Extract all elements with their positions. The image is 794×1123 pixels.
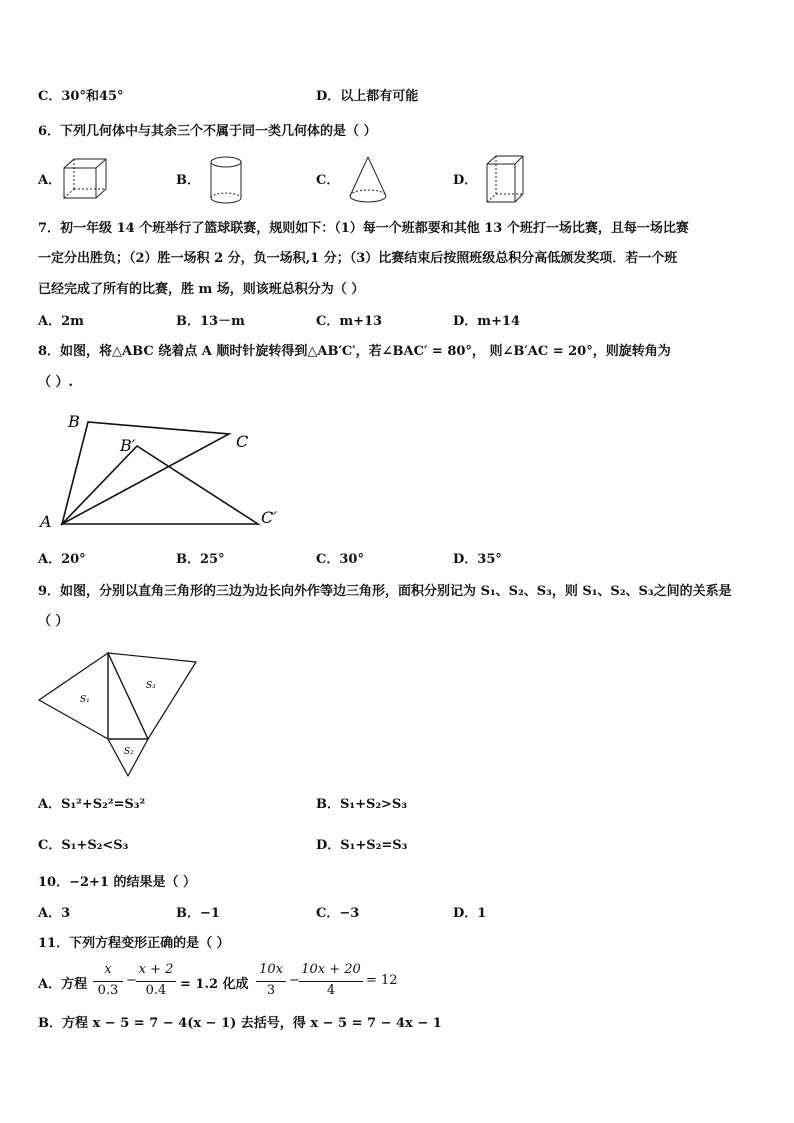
eq-12: = 12 (366, 973, 398, 988)
label-s3: S₃ (146, 681, 156, 691)
rotation-triangle-figure (36, 405, 296, 535)
q8-line-1: 8．如图，将△ABC 绕着点 A 顺时针旋转得到△AB′C′，若∠BAC′ = 80°， 则∠B′AC = 20°，则旋转角为 (38, 344, 671, 359)
frac2-numerator: x + 2 (138, 962, 174, 977)
q8-option-c: C．30° (316, 552, 364, 567)
q11-option-a-prefix: A．方程 (38, 977, 88, 992)
q6-stem: 6．下列几何体中与其余三个不属于同一类几何体的是（ ） (38, 124, 377, 139)
label-a: A (40, 512, 52, 531)
q9-option-a: A．S₁²+S₂²=S₃² (38, 797, 146, 812)
frac2-denominator: 0.4 (145, 983, 167, 998)
label-s1: S₁ (80, 695, 90, 705)
triangle-s2 (108, 739, 148, 776)
triangle-ab-prime-c-prime (62, 446, 258, 524)
q10-option-c: C．−3 (316, 906, 360, 921)
q10-option-b: B．−1 (176, 906, 220, 921)
triangle-abc (62, 422, 229, 524)
label-b-prime: B′ (120, 436, 136, 455)
triangle-s3 (108, 653, 196, 739)
frac4-denominator: 4 (326, 983, 336, 998)
q6-option-b: B． (176, 173, 200, 188)
q7-option-a: A．2m (38, 314, 84, 329)
q10-option-a: A．3 (38, 906, 71, 921)
q9-line-2: （ ） (38, 614, 69, 629)
q8-option-d: D．35° (453, 552, 502, 567)
frac4-bar (299, 981, 363, 982)
frac2-bar (136, 981, 176, 982)
q8-line-2: （ ）. (38, 375, 74, 390)
frac1-numerator: x (104, 962, 112, 977)
q7-line-3: 已经完成了所有的比赛，胜 m 场，则该班总积分为（ ） (38, 282, 365, 297)
q9-option-b: B．S₁+S₂>S₃ (316, 797, 408, 812)
prism-figure (484, 152, 526, 206)
q7-option-b: B．13－m (176, 314, 245, 329)
q6-option-a: A． (38, 173, 62, 188)
q6-option-d: D． (453, 173, 478, 188)
label-c: C (236, 432, 249, 451)
frac1-denominator: 0.3 (97, 983, 119, 998)
frac1-bar (93, 981, 123, 982)
q10-stem: 10．−2+1 的结果是（ ） (38, 875, 197, 890)
q8-option-a: A．20° (38, 552, 86, 567)
frac4-numerator: 10x + 20 (301, 962, 361, 977)
label-b: B (68, 412, 80, 431)
equilateral-triangles-figure (36, 648, 201, 783)
q9-line-1: 9．如图，分别以直角三角形的三边为边长向外作等边三角形，面积分别记为 S₁、S₂、S₃，则 S₁、S₂、S₃之间的关系是 (38, 584, 732, 599)
q9-option-d: D．S₁+S₂=S₃ (316, 838, 408, 853)
q6-option-c: C． (316, 173, 340, 188)
q5-option-c: C．30°和45° (38, 89, 124, 104)
q11-option-b: B．方程 x − 5 = 7 − 4(x − 1) 去括号，得 x − 5 = 7 − 4x − 1 (38, 1016, 442, 1031)
q7-option-c: C．m+13 (316, 314, 383, 329)
q7-line-2: 一定分出胜负；（2）胜一场积 2 分，负一场积,1 分；（3）比赛结束后按照班级总积分高低颁发奖项．若一个班 (38, 251, 678, 266)
q7-line-1: 7．初一年级 14 个班举行了篮球联赛，规则如下：（1）每一个班都要和其他 13 个班打一场比赛，且每一场比赛 (38, 221, 689, 236)
cube-figure (60, 156, 110, 202)
cylinder-figure (206, 154, 246, 206)
minus-2: − (289, 973, 300, 988)
label-c-prime: C′ (261, 508, 277, 527)
frac3-denominator: 3 (266, 983, 276, 998)
frac3-numerator: 10x (259, 962, 283, 977)
q5-option-d: D．以上都有可能 (316, 89, 419, 104)
eq-text: = 1.2 化成 (180, 977, 249, 992)
label-s2: S₂ (124, 747, 134, 757)
q7-option-d: D．m+14 (453, 314, 521, 329)
triangle-s1 (39, 653, 108, 739)
q8-option-b: B．25° (176, 552, 225, 567)
cone-figure (346, 154, 390, 206)
q10-option-d: D．1 (453, 906, 487, 921)
minus-1: − (126, 973, 137, 988)
q9-option-c: C．S₁+S₂<S₃ (38, 838, 129, 853)
frac3-bar (256, 981, 286, 982)
q11-stem: 11．下列方程变形正确的是（ ） (38, 936, 230, 951)
